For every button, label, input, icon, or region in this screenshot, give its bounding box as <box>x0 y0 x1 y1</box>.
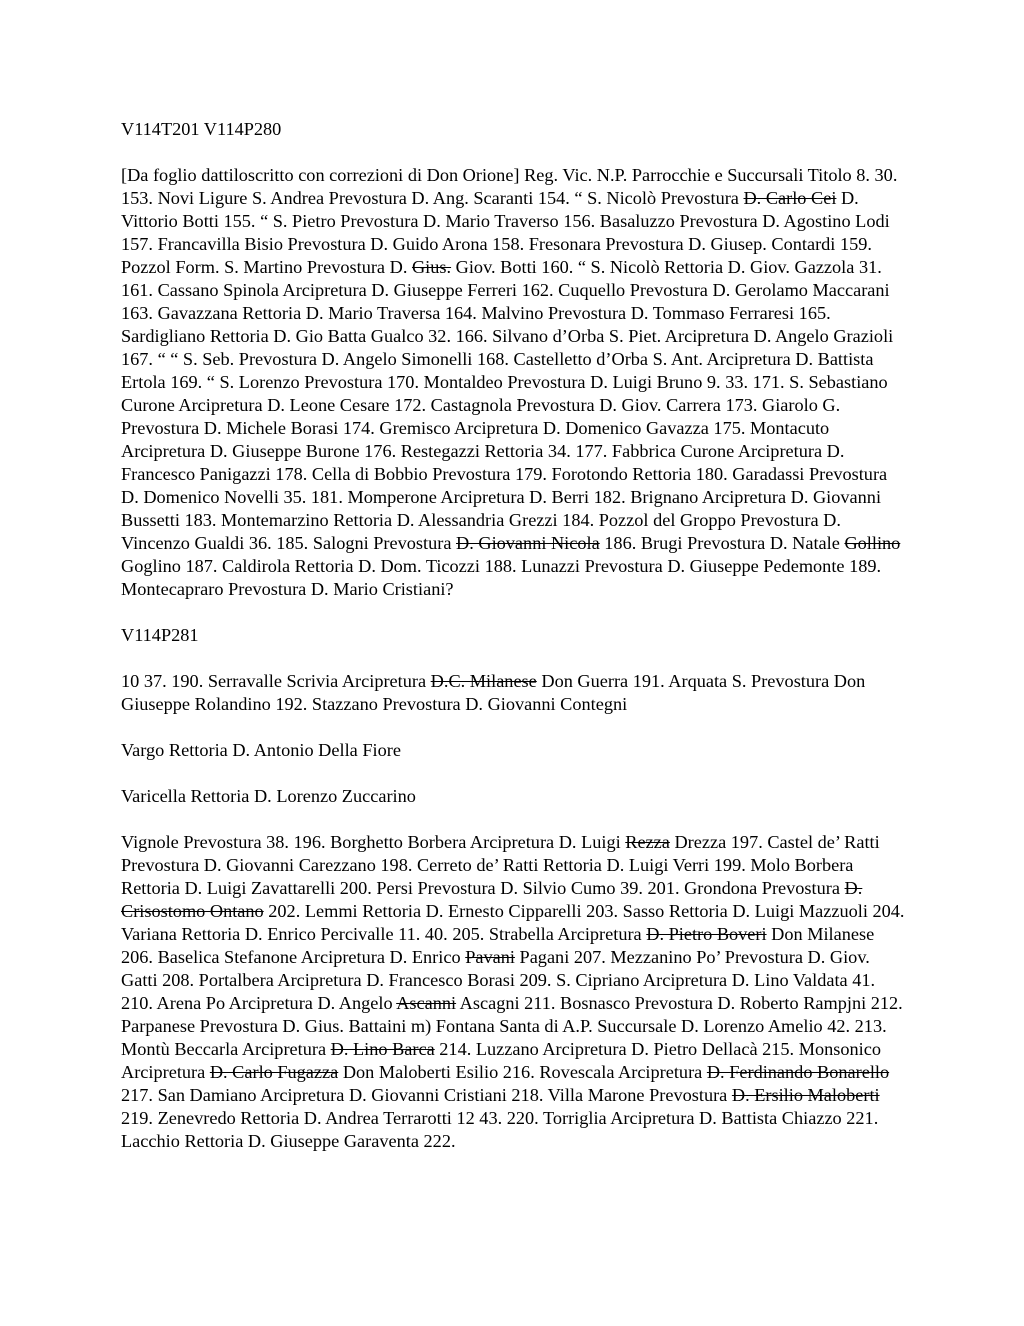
text-run: Don Guerra 191. Arquata S. Prevostura Don Giuseppe Rolandino 192. Stazzano Prevostura D. Giovanni Contegni <box>121 671 866 714</box>
text-run: Don Maloberti Esilio 216. Rovescala Arcipretura <box>338 1062 707 1082</box>
reference-code <box>121 624 907 647</box>
text-run: 10 37. 190. Serravalle Scrivia Arcipretura <box>121 671 431 691</box>
strikethrough-text: Rezza <box>625 832 670 852</box>
text-run: 202. Lemmi Rettoria D. Ernesto Cipparelli 203. Sasso Rettoria D. Luigi Mazzuoli 204. Variana Rettoria D. Enrico Percivalle 11. 40. 205. Strabella Arcipretura <box>121 901 905 944</box>
text-run: Pagani 207. Mezzanino Po’ Prevostura D. Giov. Gatti 208. Portalbera Arcipretura D. Francesco Borasi 209. S. Cipriano Arcipretura D. Lino Valdata 41. 210. Arena Po Arcipretura D. Angelo <box>121 947 876 1013</box>
strikethrough-text: D. Giovanni Nicola <box>456 533 600 553</box>
text-run: 219. Zenevredo Rettoria D. Andrea Terrarotti 12 43. 220. Torriglia Arcipretura D. Battista Chiazzo 221. Lacchio Rettoria D. Giuseppe Garaventa 222. <box>121 1108 879 1151</box>
strikethrough-text: Gius. <box>411 257 452 277</box>
strikethrough-text: D. Carlo Cei <box>743 188 837 208</box>
text-paragraph <box>121 785 907 808</box>
strikethrough-text: Pavani <box>465 947 515 967</box>
text-run: V114P281 <box>121 625 199 645</box>
text-paragraph <box>121 831 907 1153</box>
document-page <box>121 118 907 1153</box>
text-run: V114T201 V114P280 <box>121 119 282 139</box>
text-run: Drezza 197. Castel de’ Ratti Prevostura D. Giovanni Carezzano 198. Cerreto de’ Ratti Rettoria D. Luigi Verri 199. Molo Borbera Rettoria D. Luigi Zavattarelli 200. Persi Prevostura D. Silvio Cumo 39. 201. Grondona Prevostura <box>121 832 880 898</box>
text-paragraph <box>121 670 907 716</box>
strikethrough-text: D. Ersilio Maloberti <box>731 1085 880 1105</box>
strikethrough-text: D. Ferdinando Bonarello <box>706 1062 890 1082</box>
text-run: 214. Luzzano Arcipretura D. Pietro Dellacà 215. Monsonico Arcipretura <box>121 1039 881 1082</box>
text-run: Varicella Rettoria D. Lorenzo Zuccarino <box>121 786 416 806</box>
strikethrough-text: D. Crisostomo Ontano <box>121 878 863 921</box>
strikethrough-text: Gollino <box>844 533 901 553</box>
strikethrough-text: D.C. Milanese <box>430 671 537 691</box>
text-run: Don Milanese 206. Baselica Stefanone Arcipretura D. Enrico <box>121 924 875 967</box>
text-paragraph <box>121 164 907 601</box>
strikethrough-text: D. Pietro Boveri <box>646 924 767 944</box>
strikethrough-text: D. Carlo Fugazza <box>209 1062 339 1082</box>
strikethrough-text: Ascanni <box>396 993 457 1013</box>
strikethrough-text: D. Lino Barca <box>330 1039 435 1059</box>
text-paragraph <box>121 739 907 762</box>
text-run: Goglino 187. Caldirola Rettoria D. Dom. Ticozzi 188. Lunazzi Prevostura D. Giuseppe Pedemonte 189. Montecapraro Prevostura D. Mario Cristiani? <box>121 556 882 599</box>
text-run: Giov. Botti 160. “ S. Nicolò Rettoria D. Giov. Gazzola 31. 161. Cassano Spinola Arcipretura D. Giuseppe Ferreri 162. Cuquello Prevostura D. Gerolamo Maccarani 163. Gavazzana Rettoria D. Mario Traversa 164. Malvino Prevostura D. Tommaso Ferraresi 165. Sardigliano Rettoria D. Gio Batta Gualco 32. 166. Silvano d’Orba S. Piet. Arcipretura D. Angelo Grazioli 167. “ “ S. Seb. Prevostura D. Angelo Simonelli 168. Castelletto d’Orba S. Ant. Arcipretura D. Battista Ertola 169. “ S. Lorenzo Prevostura 170. Montaldeo Prevostura D. Luigi Bruno 9. 33. 171. S. Sebastiano Curone Arcipretura D. Leone Cesare 172. Castagnola Prevostura D. Giov. Carrera 173. Giarolo G. Prevostura D. Michele Borasi 174. Gremisco Arcipretura D. Domenico Gavazza 175. Montacuto Arcipretura D. Giuseppe Burone 176. Restegazzi Rettoria 34. 177. Fabbrica Curone Arcipretura D. Francesco Panigazzi 178. Cella di Bobbio Prevostura 179. Forotondo Rettoria 180. Garadassi Prevostura D. Domenico Novelli 35. 181. Momperone Arcipretura D. Berri 182. Brignano Arcipretura D. Giovanni Bussetti 183. Montemarzino Rettoria D. Alessandria Grezzi 184. Pozzol del Groppo Prevostura D. Vincenzo Gualdi 36. 185. Salogni Prevostura <box>121 257 894 553</box>
text-run: Vignole Prevostura 38. 196. Borghetto Borbera Arcipretura D. Luigi <box>121 832 626 852</box>
text-run: Vargo Rettoria D. Antonio Della Fiore <box>121 740 401 760</box>
text-run: D. Vittorio Botti 155. “ S. Pietro Prevostura D. Mario Traverso 156. Basaluzzo Prevostura D. Agostino Lodi 157. Francavilla Bisio Prevostura D. Guido Arona 158. Fresonara Prevostura D. Giusep. Contardi 159. Pozzol Form. S. Martino Prevostura D. <box>121 188 890 277</box>
text-run: [Da foglio dattiloscritto con correzioni di Don Orione] Reg. Vic. N.P. Parrocchie e Succursali Titolo 8. 30. 153. Novi Ligure S. Andrea Prevostura D. Ang. Scaranti 154. “ S. Nicolò Prevostura <box>121 165 898 208</box>
text-run: 186. Brugi Prevostura D. Natale <box>599 533 845 553</box>
text-run: 217. San Damiano Arcipretura D. Giovanni Cristiani 218. Villa Marone Prevostura <box>121 1085 732 1105</box>
reference-code <box>121 118 907 141</box>
text-run: Ascagni 211. Bosnasco Prevostura D. Roberto Rampjni 212. Parpanese Prevostura D. Gius. Battaini m) Fontana Santa di A.P. Succursale D. Lorenzo Amelio 42. 213. Montù Beccarla Arcipretura <box>121 993 903 1059</box>
